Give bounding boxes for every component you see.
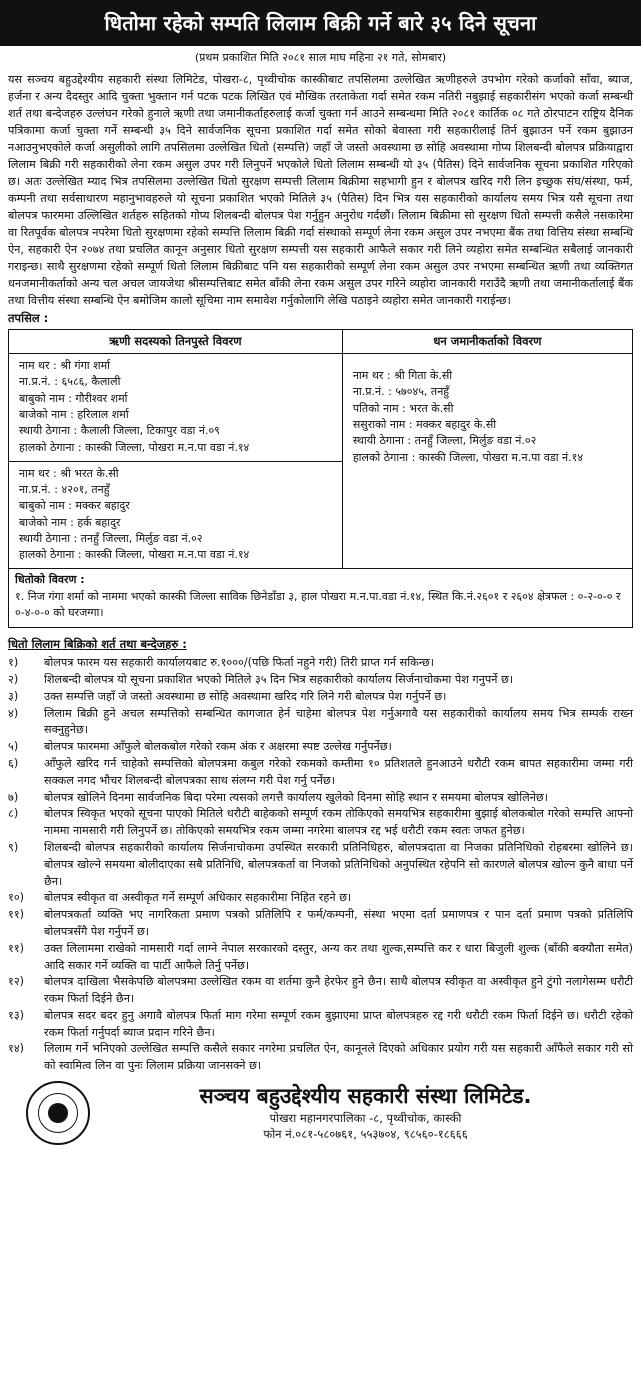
organization-name: सञ्चय बहुउद्देश्यीय सहकारी संस्था लिमिटेड. <box>199 1084 532 1109</box>
borrower-header: ऋणी सदस्यको तिनपुस्ते विवरण <box>9 329 343 353</box>
term-number: १) <box>8 656 19 670</box>
term-text: शिलबन्दी बोलपत्र यो सूचना प्रकाशित भएको मितिले ३५ दिन भित्र सहकारीको कार्यालय सिर्जनाचोकमा पेश गनुपर्ने छ। <box>44 672 514 686</box>
term-text: बोलपत्र स्विकृत भएको सूचना पाएको मितिले धरौटी बाहेकको सम्पूर्ण रकम तोकिएको समयभित्र सहकारीमा बुझाई बोलकबोल गरेको सम्पत्ति आफ्नो नाममा नामसारी गरी लिनुपर्ने छ। तोकिएको समयभित्र रकम जम्मा नगरेमा बालपत्र रद्द भई धरौटी रकम स्वतः जफत हुनेछ। <box>44 807 633 838</box>
term-item <box>8 689 633 706</box>
guarantor-father-in-law: ससुराको नाम : मक्कर बहादुर के.सी <box>352 418 497 432</box>
term-text: बोलपत्र खोलिने दिनमा सार्वजनिक बिदा परेमा त्यसको लगत्तै कार्यालय खुलेको दिनमा सोहि स्थान र समयमा बोलपत्र खोलिनेछ। <box>44 790 549 804</box>
term-number: १३) <box>8 1008 24 1022</box>
term-number: ५) <box>8 740 19 754</box>
borrower-block-1 <box>9 354 342 461</box>
term-number: १४) <box>8 1042 24 1056</box>
borrower-1-current-address: हालको ठेगाना : कास्की जिल्ला, पोखरा म.न.पा वडा नं.१४ <box>19 440 250 454</box>
organization-phone: फोन नं.०८१-५८०७६१, ५५३७०४, ९८५६०-१८६६६ <box>263 1127 468 1142</box>
borrower-2-citizenship: ना.प्र.नं. : ४२०१, तनहुँ <box>19 483 110 497</box>
term-number: ९) <box>8 840 19 854</box>
term-text: बोलपत्र फारममा आँफुले बोलकबोल गरेको रकम अंक र अक्षरमा स्पष्ट उल्लेख गर्नुपर्नेछ। <box>44 740 392 754</box>
term-item <box>8 706 633 740</box>
collateral-cell <box>9 569 633 628</box>
term-item <box>8 890 633 907</box>
term-item <box>8 790 633 807</box>
terms-list <box>8 655 633 1075</box>
term-text: बोलपत्र फारम यस सहकारी कार्यालयबाट रु.१०००/(पछि फिर्ता नहुने गरी) तिरी प्राप्त गर्न सकिन्छ। <box>44 656 434 670</box>
term-text: आँफुले खरिद गर्न चाहेको सम्पत्तिको बोलपत्रमा कबुल गरेको रकमको कम्तीमा १० प्रतिशतले हुनआउने धरौटी रकम बापत सहकारीमा जम्मा गरी सक्कल नगद भौचर शिलबन्दी बोलपत्रका साथ संलग्न गरी पेश गर्नु पर्नेछ। <box>44 756 633 787</box>
publication-date: (प्रथम प्रकाशित मिति २०८१ साल माघ महिना २१ गते, सोमबार) <box>194 51 447 64</box>
term-number: ३) <box>8 689 19 703</box>
guarantor-header: धन जमानीकर्ताको विवरण <box>342 329 632 353</box>
term-item <box>8 739 633 756</box>
borrower-2-father: बाबुको नाम : मक्कर बहादुर <box>19 499 130 513</box>
intro-paragraph: यस सञ्चय बहुउद्देश्यीय सहकारी संस्था लिमिटेड, पोखरा-८, पृथ्वीचोक कास्कीबाट तपसिलमा उल्लेखित ऋणीहरुले उपभोग गरेको कर्जाको साँवा, ब्याज, हर्जना र अन्य दैदस्तुर आदि चुक्ता भुक्तान गर्न पटक पटक लिखित एवं मौखिक तरताकेता गर्दा समेत रकम नतिरी नबुझाई सहकारीसंग भएको कर्जा सम्बन्धी शर्त तथा बन्देजहरु उल्लंघन गरेको हुनाले ऋणी तथा जमानीकर्ताहरुलाई कर्जा चुक्ता गर्न आउने सम्बन्धमा मिति २०८१ कार्तिक ०८ गते ठोरपाटन राष्ट्रिय दैनिक पत्रिकामा कर्जा चुक्ता गर्ने सम्बन्धी ३५ दिने सार्वजनिक सूचना प्रकाशित गर्दा समेत सोको बेवास्ता गरी सहकारीलाई तिर्न बुझाउन पर्ने रकम बुझाउन नआउनुभएकोले कर्जा असुलीको लागि तपसिलमा उल्लेखित धितो (सम्पत्ति) जहाँ जे जस्तो अवस्थामा छ सोहि अवस्थामा गोप्य शिलबन्दी बोलपत्र प्रक्रियाद्वारा लिलाम बिक्री गरी सहकारीको लेना रकम असुल उपर गरी लिनुपर्ने भएकोले धितो लिलाम सम्बन्धी यो ३५ (पैतिस) दिने सार्वजनिक सूचना प्रकाशित गरिएको छ। अतः उल्लेखित म्याद भित्र तपसिलमा उल्लेखित धितो सुरक्षण सम्पत्ती लिलाम बिक्रीमा सहभागी हुन र बोलपत्र खरिद गरी लिन इच्छुक संघ/संस्था, फर्म, कम्पनी तथा सर्वसाधारण महानुभावहरुले यो सूचना प्रकाशित भएको मितिले ३५ (पैतिस) दिन भित्र यस सहकारीको कार्यालय समय भित्र यसै सूचना तथा बोलपत्र फारममा उल्लिखित शर्तहरु सहितको गोप्य शिलबन्दी बोलपत्र पेश गर्नुहुन अनुरोध गर्दछौं। लिलाम बिक्रीमा सो सुरक्षण धितो सम्पत्ती कसैले नसकारेमा वा रितपूर्वक बोलपत्र नपरेमा धितो सुरक्षणमा रहेको सम्पत्ति लिलाम बिक्री गर्दा संस्थाको सम्पूर्ण लेना रकम असुल उपर नभएमा बैंक तथा वित्तिय संस्था सम्बन्धि ऐन, सहकारी ऐन २०७४ तथा प्रचलित कानून अनुसार धितो सुरक्षण सम्पत्ती यस सहकारी आफैले सकार गरी लिने व्यहोरा समेत सम्बन्धित सबैलाई जानकारी गराइन्छ। साथै सुरक्षणमा रहेको सम्पूर्ण धितो लिलाम बिक्रीबाट पनि यस सहकारीको सम्पूर्ण लेना रकम असुल उपर नभएमा सम्बन्धित ऋणी तथा व्यक्तिगत धनजमानीकर्ताको अन्य चल अचल जायजेथा श्रीसम्पत्तिबाट समेत बाँकी लेना रकम असुल उपर गरिने व्यहोरा जानकारी गराउँदै ऋणी तथा जमानीकर्तालाई बैंक तथा वित्तीय संस्था सम्बन्धि ऐन बमोजिम कालो सूचिमा नाम समावेश गर्नुकोलागि लेखि पठाइने व्यहोरा समेत जानकारी गराईन्छ। <box>8 72 633 307</box>
term-item <box>8 907 633 941</box>
borrower-2-grandfather: बाजेको नाम : हर्क बहादुर <box>19 515 121 529</box>
term-number: ८) <box>8 807 19 821</box>
term-number: ४) <box>8 706 19 720</box>
term-item <box>8 1041 633 1075</box>
cooperative-seal-logo <box>26 1081 90 1145</box>
term-item <box>8 840 633 890</box>
term-text: बोलपत्र दाखिला भैसकेपछि बोलपत्रमा उल्लेखित रकम वा शर्तमा कुनै हेरफेर हुने छैन। साथै बोलपत्र स्वीकृत वा अस्वीकृत हुने टुंगो नलागेसम्म धरौटी रकम फिर्ता दिईने छैन। <box>44 975 633 1006</box>
term-number: ११) <box>8 908 24 922</box>
footer <box>8 1081 633 1145</box>
term-number: ११) <box>8 941 24 955</box>
borrower-1-permanent-address: स्थायी ठेगाना : कैलाली जिल्ला, टिकापुर वडा नं.०९ <box>19 424 220 438</box>
details-table <box>8 329 633 628</box>
terms-heading: धितो लिलाम बिक्रिको शर्त तथा बन्देजहरु : <box>8 636 187 651</box>
borrower-1-grandfather: बाजेको नाम : हरिलाल शर्मा <box>19 408 129 422</box>
term-text: बोलपत्र सदर बदर हुनु अगावै बोलपत्र फिर्ता माग गरेमा सम्पूर्ण रकम बुझाएमा प्राप्त बोलपत्रहरु रद्द गरी धरौटी रकम फिर्ता दिईने छ। धरौटी रहेको रकम फिर्ता गर्नुपर्दा ब्याज प्रदान गरिने छैन। <box>44 1008 633 1039</box>
term-item <box>8 655 633 672</box>
tapsil-label: तपसिल : <box>8 310 49 325</box>
borrower-block-2 <box>9 461 342 569</box>
footer-text <box>98 1083 633 1143</box>
borrower-1-citizenship: ना.प्र.नं. : ६५८६, कैलाली <box>19 375 121 389</box>
term-item <box>8 941 633 975</box>
guarantor-current-address: हालको ठेगाना : कास्की जिल्ला, पोखरा म.न.पा वडा नं.१४ <box>352 450 584 464</box>
notice-title: धितोमा रहेको सम्पति लिलाम बिक्री गर्ने बारे ३५ दिने सूचना <box>0 0 641 46</box>
term-number: ७) <box>8 790 19 804</box>
borrowers-cell <box>9 354 343 569</box>
term-text: लिलाम गर्ने भनिएको उल्लेखित सम्पत्ति कसैले सकार नगरेमा प्रचलित ऐन, कानूनले दिएको अधिकार प्रयोग गरी यस सहकारी आँफैले सकार गरी सो को स्वामित्व लिन वा पुनः लिलाम प्रक्रिया जानसक्ने छ। <box>44 1042 633 1073</box>
term-text: बोलपत्र स्वीकृत वा अस्वीकृत गर्ने सम्पूर्ण अधिकार सहकारीमा निहित रहने छ। <box>44 891 352 905</box>
term-item <box>8 974 633 1008</box>
term-item <box>8 756 633 790</box>
term-text: उक्त लिलाममा राखेको नामसारी गर्दा लाग्ने नेपाल सरकारको दस्तुर, अन्य कर तथा शुल्क,सम्पत्ति कर र धारा बिजुली शुल्क (बाँकी बक्यौता समेत) आदि सकार गर्ने व्यक्ति वा पार्टी आफैले तिर्नु पर्नेछ। <box>44 941 633 972</box>
organization-address: पोखरा महानगरपालिका -८, पृथ्वीचोक, कास्की <box>269 1110 462 1125</box>
term-number: २) <box>8 672 19 686</box>
term-text: लिलाम बिक्री हुने अचल सम्पत्तिको सम्बन्धित कागजात हेर्न चाहेमा बोलपत्र पेश गर्नुअगावै यस सहकारीको कार्यालय समय भित्र सम्पर्क राख्न सक्नुहुनेछ। <box>44 706 633 737</box>
term-number: १०) <box>8 891 24 905</box>
term-item <box>8 806 633 840</box>
guarantor-permanent-address: स्थायी ठेगाना : तनहुँ जिल्ला, मिर्लुङ वडा नं.०२ <box>352 434 537 448</box>
term-text: बोलपत्रकर्ता व्यक्ति भए नागरिकता प्रमाण पत्रको प्रतिलिपि र फर्म/कम्पनी, संस्था भएमा दर्ता प्रमाणपत्र र पान दर्ता प्रमाण पत्रको प्रतिलिपि बोलपत्रसँगै पेश गर्नुपर्ने छ। <box>44 908 633 938</box>
borrower-2-permanent-address: स्थायी ठेगाना : तनहुँ जिल्ला, मिर्लुङ वडा नं.०२ <box>19 531 203 545</box>
term-item <box>8 672 633 689</box>
term-text: उक्त सम्पत्ति जहाँ जे जस्तो अवस्थामा छ सोहि अवस्थामा खरिद गरि लिने गरी बोलपत्र पेश गर्नुपर्ने छ। <box>44 689 447 703</box>
term-text: शिलबन्दी बोलपत्र सहकारीको कार्यालय सिर्जनाचोकमा उपस्थित सरकारी प्रतिनिधिहरु, बोलपत्रदाता वा निजका प्रतिनिधिको रोहबरमा खोलिने छ। बोलपत्र खोल्ने समयमा बोलीदाएका सबै प्रतिनिधि, बोलपत्रकर्ता वा निजको प्रतिनिधिको अनुपस्थित रहेपनि सो कारणले बोलपत्र खोल्न कुनै बाधा पर्ने छैन। <box>44 840 633 888</box>
guarantor-cell <box>342 354 632 569</box>
borrower-1-father: बाबुको नाम : गौरीश्वर शर्मा <box>19 391 128 405</box>
guarantor-name: नाम थर : श्री गिता के.सी <box>352 369 453 383</box>
borrower-2-current-address: हालको ठेगाना : कास्की जिल्ला, पोखरा म.न.पा वडा नं.१४ <box>19 548 250 562</box>
term-number: १२) <box>8 975 24 989</box>
term-number: ६) <box>8 756 19 770</box>
term-item <box>8 1008 633 1042</box>
guarantor-citizenship: ना.प्र.नं. : ५७०४५, तनहुँ <box>352 385 450 399</box>
borrower-1-name: नाम थर : श्री गंगा शर्मा <box>19 359 111 373</box>
collateral-label: धितोको विवरण : <box>15 573 85 587</box>
collateral-description: १. निज गंगा शर्मा को नाममा भएको कास्की जिल्ला साविक छिनेडाँडा ३, हाल पोखरा म.न.पा.वडा नं.१४, स्थित कि.नं.२६०१ र २६०४ क्षेत्रफल : ०-२-०-० र ०-४-०-० को घरजग्गा। <box>15 589 621 620</box>
guarantor-husband: पतिको नाम : भरत के.सी <box>352 401 454 415</box>
borrower-2-name: नाम थर : श्री भरत के.सी <box>19 466 119 480</box>
